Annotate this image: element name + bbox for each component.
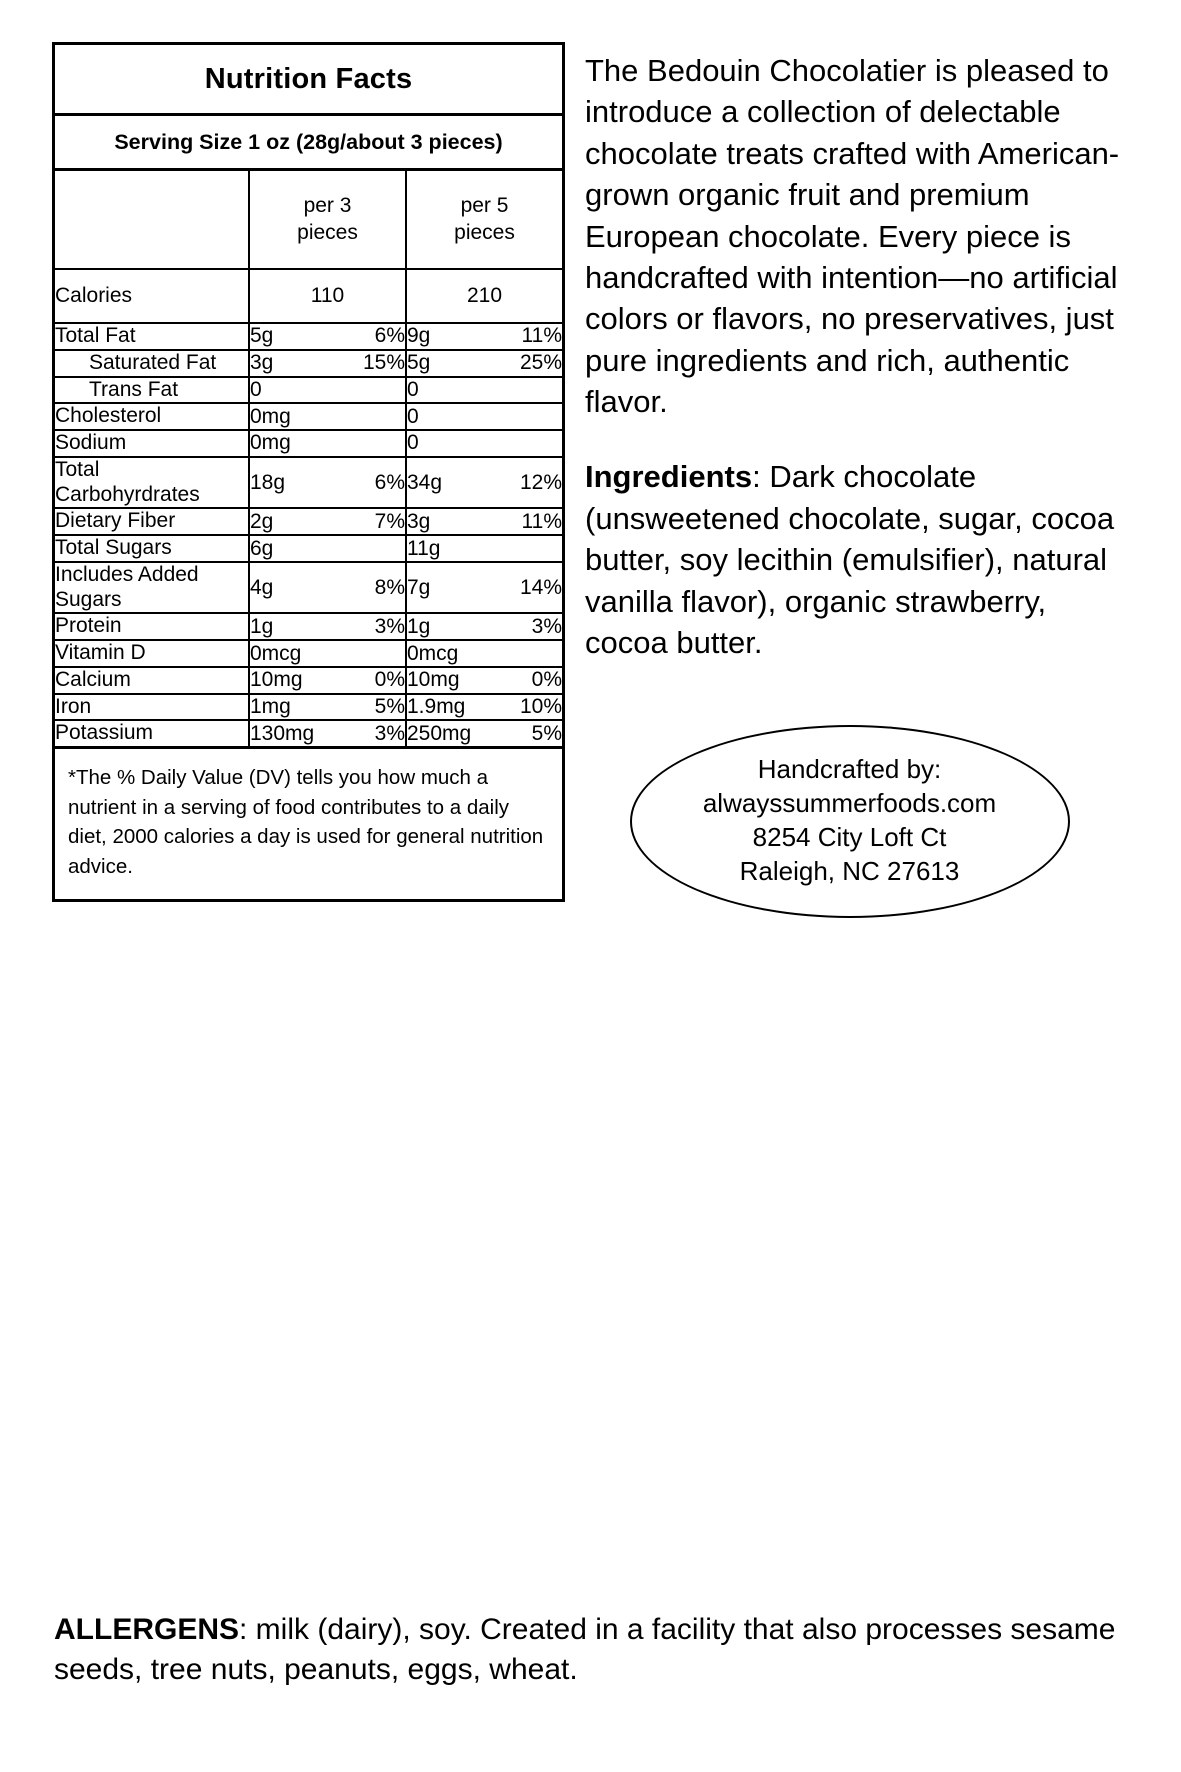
table-row <box>55 720 562 746</box>
value-group <box>250 722 405 746</box>
nutrient-value-col-b <box>406 323 562 350</box>
nutrient-value-col-b <box>406 457 562 509</box>
value-daily-percent: 0% <box>531 668 562 692</box>
nutrient-name: Total Carbohyrdrates <box>55 457 249 509</box>
value-daily-percent: 3% <box>374 721 405 745</box>
value-group <box>407 431 562 455</box>
value-amount: 210 <box>466 284 503 307</box>
table-row <box>55 508 562 535</box>
product-intro-text: The Bedouin Chocolatier is pleased to introduce a collection of delectable chocolate treats crafted with American-grown organic fruit and premium European chocolate. Every piece is handcrafted with intention—no artificial colors or flavors, no preservatives, just pure ingredients and rich, authentic flavor. <box>585 53 1120 419</box>
value-group <box>250 378 405 402</box>
nutrient-name: Includes Added Sugars <box>55 562 249 614</box>
table-row <box>55 269 562 323</box>
value-group <box>407 537 562 561</box>
value-amount: 0mcg <box>250 641 302 665</box>
value-group <box>407 722 562 746</box>
nutrient-name: Cholesterol <box>55 403 249 430</box>
value-amount: 6g <box>250 536 274 560</box>
nutrient-value-col-a <box>249 350 406 377</box>
nutrient-name: Calories <box>55 269 249 323</box>
value-group <box>250 324 405 348</box>
nutrient-value-col-a <box>249 694 406 721</box>
value-group <box>250 431 405 455</box>
value-daily-percent: 12% <box>519 470 562 494</box>
value-daily-percent: 6% <box>374 324 405 348</box>
value-amount: 18g <box>250 470 286 494</box>
value-amount: 34g <box>407 470 443 494</box>
value-group <box>407 642 562 666</box>
nutrient-value-col-a <box>249 377 406 404</box>
nutrient-value-col-a <box>249 269 406 323</box>
value-group <box>250 351 405 375</box>
value-amount: 0 <box>407 431 419 455</box>
serving-size-text: Serving Size 1 oz (28g/about 3 pieces) <box>55 116 562 171</box>
header-col-b <box>406 171 562 269</box>
value-group <box>407 615 562 639</box>
value-daily-percent: 14% <box>519 575 562 599</box>
value-daily-percent: 5% <box>531 721 562 745</box>
nutrient-value-col-b <box>406 377 562 404</box>
nutrient-name: Dietary Fiber <box>55 508 249 535</box>
value-daily-percent: 3% <box>374 614 405 638</box>
description-column <box>565 42 1132 918</box>
value-amount: 9g <box>407 324 431 348</box>
value-daily-percent: 5% <box>374 695 405 719</box>
header-col-a <box>249 171 406 269</box>
value-amount: 2g <box>250 509 274 533</box>
value-amount: 110 <box>310 284 345 307</box>
value-daily-percent: 11% <box>521 324 562 348</box>
value-amount: 5g <box>407 351 431 375</box>
nutrient-value-col-b <box>406 562 562 614</box>
nutrient-value-col-b <box>406 667 562 694</box>
value-daily-percent: 7% <box>374 509 405 533</box>
producer-line-1: Handcrafted by: <box>757 754 942 785</box>
value-amount: 10mg <box>407 668 460 692</box>
table-row <box>55 640 562 667</box>
value-daily-percent: 3% <box>531 614 562 638</box>
value-amount: 1g <box>407 614 431 638</box>
nutrition-table <box>55 171 562 746</box>
nutrient-value-col-a <box>249 667 406 694</box>
value-group <box>407 510 562 534</box>
header-col-b-line2: pieces <box>454 220 515 244</box>
header-col-a-line1: per 3 <box>303 194 352 218</box>
nutrition-facts-column <box>52 42 565 902</box>
value-group <box>250 405 405 429</box>
producer-website: alwayssummerfoods.com <box>702 788 997 819</box>
producer-oval-wrapper <box>585 725 1132 918</box>
value-daily-percent: 25% <box>519 351 562 375</box>
value-amount: 10mg <box>250 668 303 692</box>
table-row <box>55 562 562 614</box>
nutrient-value-col-a <box>249 457 406 509</box>
nutrient-value-col-a <box>249 613 406 640</box>
value-group <box>407 405 562 429</box>
value-group <box>250 695 405 719</box>
value-group <box>407 471 562 495</box>
nutrient-value-col-b <box>406 640 562 667</box>
table-row <box>55 667 562 694</box>
value-daily-percent: 11% <box>521 509 562 533</box>
value-group <box>250 668 405 692</box>
nutrient-value-col-a <box>249 323 406 350</box>
table-row <box>55 613 562 640</box>
nutrient-name: Saturated Fat <box>55 350 249 377</box>
value-group <box>407 378 562 402</box>
nutrient-value-col-a <box>249 535 406 562</box>
value-group <box>407 576 562 600</box>
table-row <box>55 535 562 562</box>
value-daily-percent: 6% <box>374 470 405 494</box>
value-amount: 7g <box>407 575 431 599</box>
value-amount: 5g <box>250 324 274 348</box>
nutrient-name: Protein <box>55 613 249 640</box>
value-group <box>250 510 405 534</box>
nutrition-facts-panel <box>52 42 565 902</box>
value-group <box>250 576 405 600</box>
header-col-b-line1: per 5 <box>460 194 509 218</box>
producer-info-oval <box>630 725 1070 918</box>
nutrient-value-col-a <box>249 430 406 457</box>
nutrient-value-col-b <box>406 613 562 640</box>
nutrient-name: Sodium <box>55 430 249 457</box>
value-amount: 130mg <box>250 721 315 745</box>
value-daily-percent: 8% <box>374 575 405 599</box>
nutrient-value-col-b <box>406 508 562 535</box>
value-group <box>407 351 562 375</box>
table-row <box>55 694 562 721</box>
table-row <box>55 350 562 377</box>
ingredients-text: : Dark chocolate (unsweetened chocolate, sugar, cocoa butter, soy lecithin (emulsifier), natural vanilla flavor), organic strawberry, cocoa butter. <box>585 459 1115 660</box>
nutrient-value-col-b <box>406 403 562 430</box>
value-amount: 0 <box>250 377 262 401</box>
ingredients-paragraph <box>585 456 1132 663</box>
nutrient-value-col-a <box>249 403 406 430</box>
value-amount: 1mg <box>250 695 291 719</box>
nutrition-facts-title: Nutrition Facts <box>55 45 562 116</box>
nutrient-name: Vitamin D <box>55 640 249 667</box>
nutrient-value-col-a <box>249 562 406 614</box>
nutrient-name: Calcium <box>55 667 249 694</box>
allergens-label: ALLERGENS <box>54 1613 240 1646</box>
table-row <box>55 403 562 430</box>
value-amount: 4g <box>250 575 274 599</box>
value-amount: 0mcg <box>407 641 459 665</box>
value-group <box>250 537 405 561</box>
table-header-row <box>55 171 562 269</box>
value-amount: 1g <box>250 614 274 638</box>
value-amount: 0 <box>407 404 419 428</box>
ingredients-label: Ingredients <box>585 459 753 495</box>
producer-street: 8254 City Loft Ct <box>752 821 947 852</box>
value-amount: 0mg <box>250 431 291 455</box>
nutrition-table-body <box>55 269 562 746</box>
nutrient-value-col-b <box>406 430 562 457</box>
nutrient-name: Trans Fat <box>55 377 249 404</box>
value-amount: 3g <box>407 509 431 533</box>
value-amount: 0mg <box>250 404 291 428</box>
value-group <box>250 471 405 495</box>
value-daily-percent: 0% <box>374 668 405 692</box>
value-daily-percent: 15% <box>362 351 405 375</box>
value-amount: 1.9mg <box>407 695 466 719</box>
nutrient-name: Total Fat <box>55 323 249 350</box>
nutrient-value-col-a <box>249 508 406 535</box>
table-row <box>55 323 562 350</box>
nutrient-value-col-a <box>249 640 406 667</box>
value-group <box>407 324 562 348</box>
value-amount: 0 <box>407 377 419 401</box>
value-group <box>250 615 405 639</box>
table-row <box>55 430 562 457</box>
allergens-text: : milk (dairy), soy. Created in a facility that also processes sesame seeds, tree nuts, peanuts, eggs, wheat. <box>54 1613 1116 1686</box>
table-row <box>55 457 562 509</box>
value-amount: 250mg <box>407 721 472 745</box>
nutrient-value-col-b <box>406 535 562 562</box>
value-group <box>407 695 562 719</box>
value-daily-percent: 10% <box>519 695 562 719</box>
nutrient-value-col-b <box>406 269 562 323</box>
value-amount: 3g <box>250 351 274 375</box>
main-columns <box>52 42 1132 918</box>
header-col-a-line2: pieces <box>297 220 358 244</box>
value-amount: 11g <box>407 536 441 560</box>
nutrient-name: Potassium <box>55 720 249 746</box>
nutrient-name: Total Sugars <box>55 535 249 562</box>
daily-value-footnote: *The % Daily Value (DV) tells you how much a nutrient in a serving of food contributes to a daily diet, 2000 calories a day is used for general nutrition advice. <box>55 746 562 899</box>
producer-city-state-zip: Raleigh, NC 27613 <box>739 855 960 886</box>
value-group <box>250 642 405 666</box>
nutrient-value-col-b <box>406 720 562 746</box>
header-blank <box>55 171 249 269</box>
nutrient-value-col-b <box>406 350 562 377</box>
nutrient-value-col-a <box>249 720 406 746</box>
table-row <box>55 377 562 404</box>
nutrient-name: Iron <box>55 694 249 721</box>
allergens-statement <box>54 1610 1132 1690</box>
value-group <box>407 668 562 692</box>
nutrient-value-col-b <box>406 694 562 721</box>
